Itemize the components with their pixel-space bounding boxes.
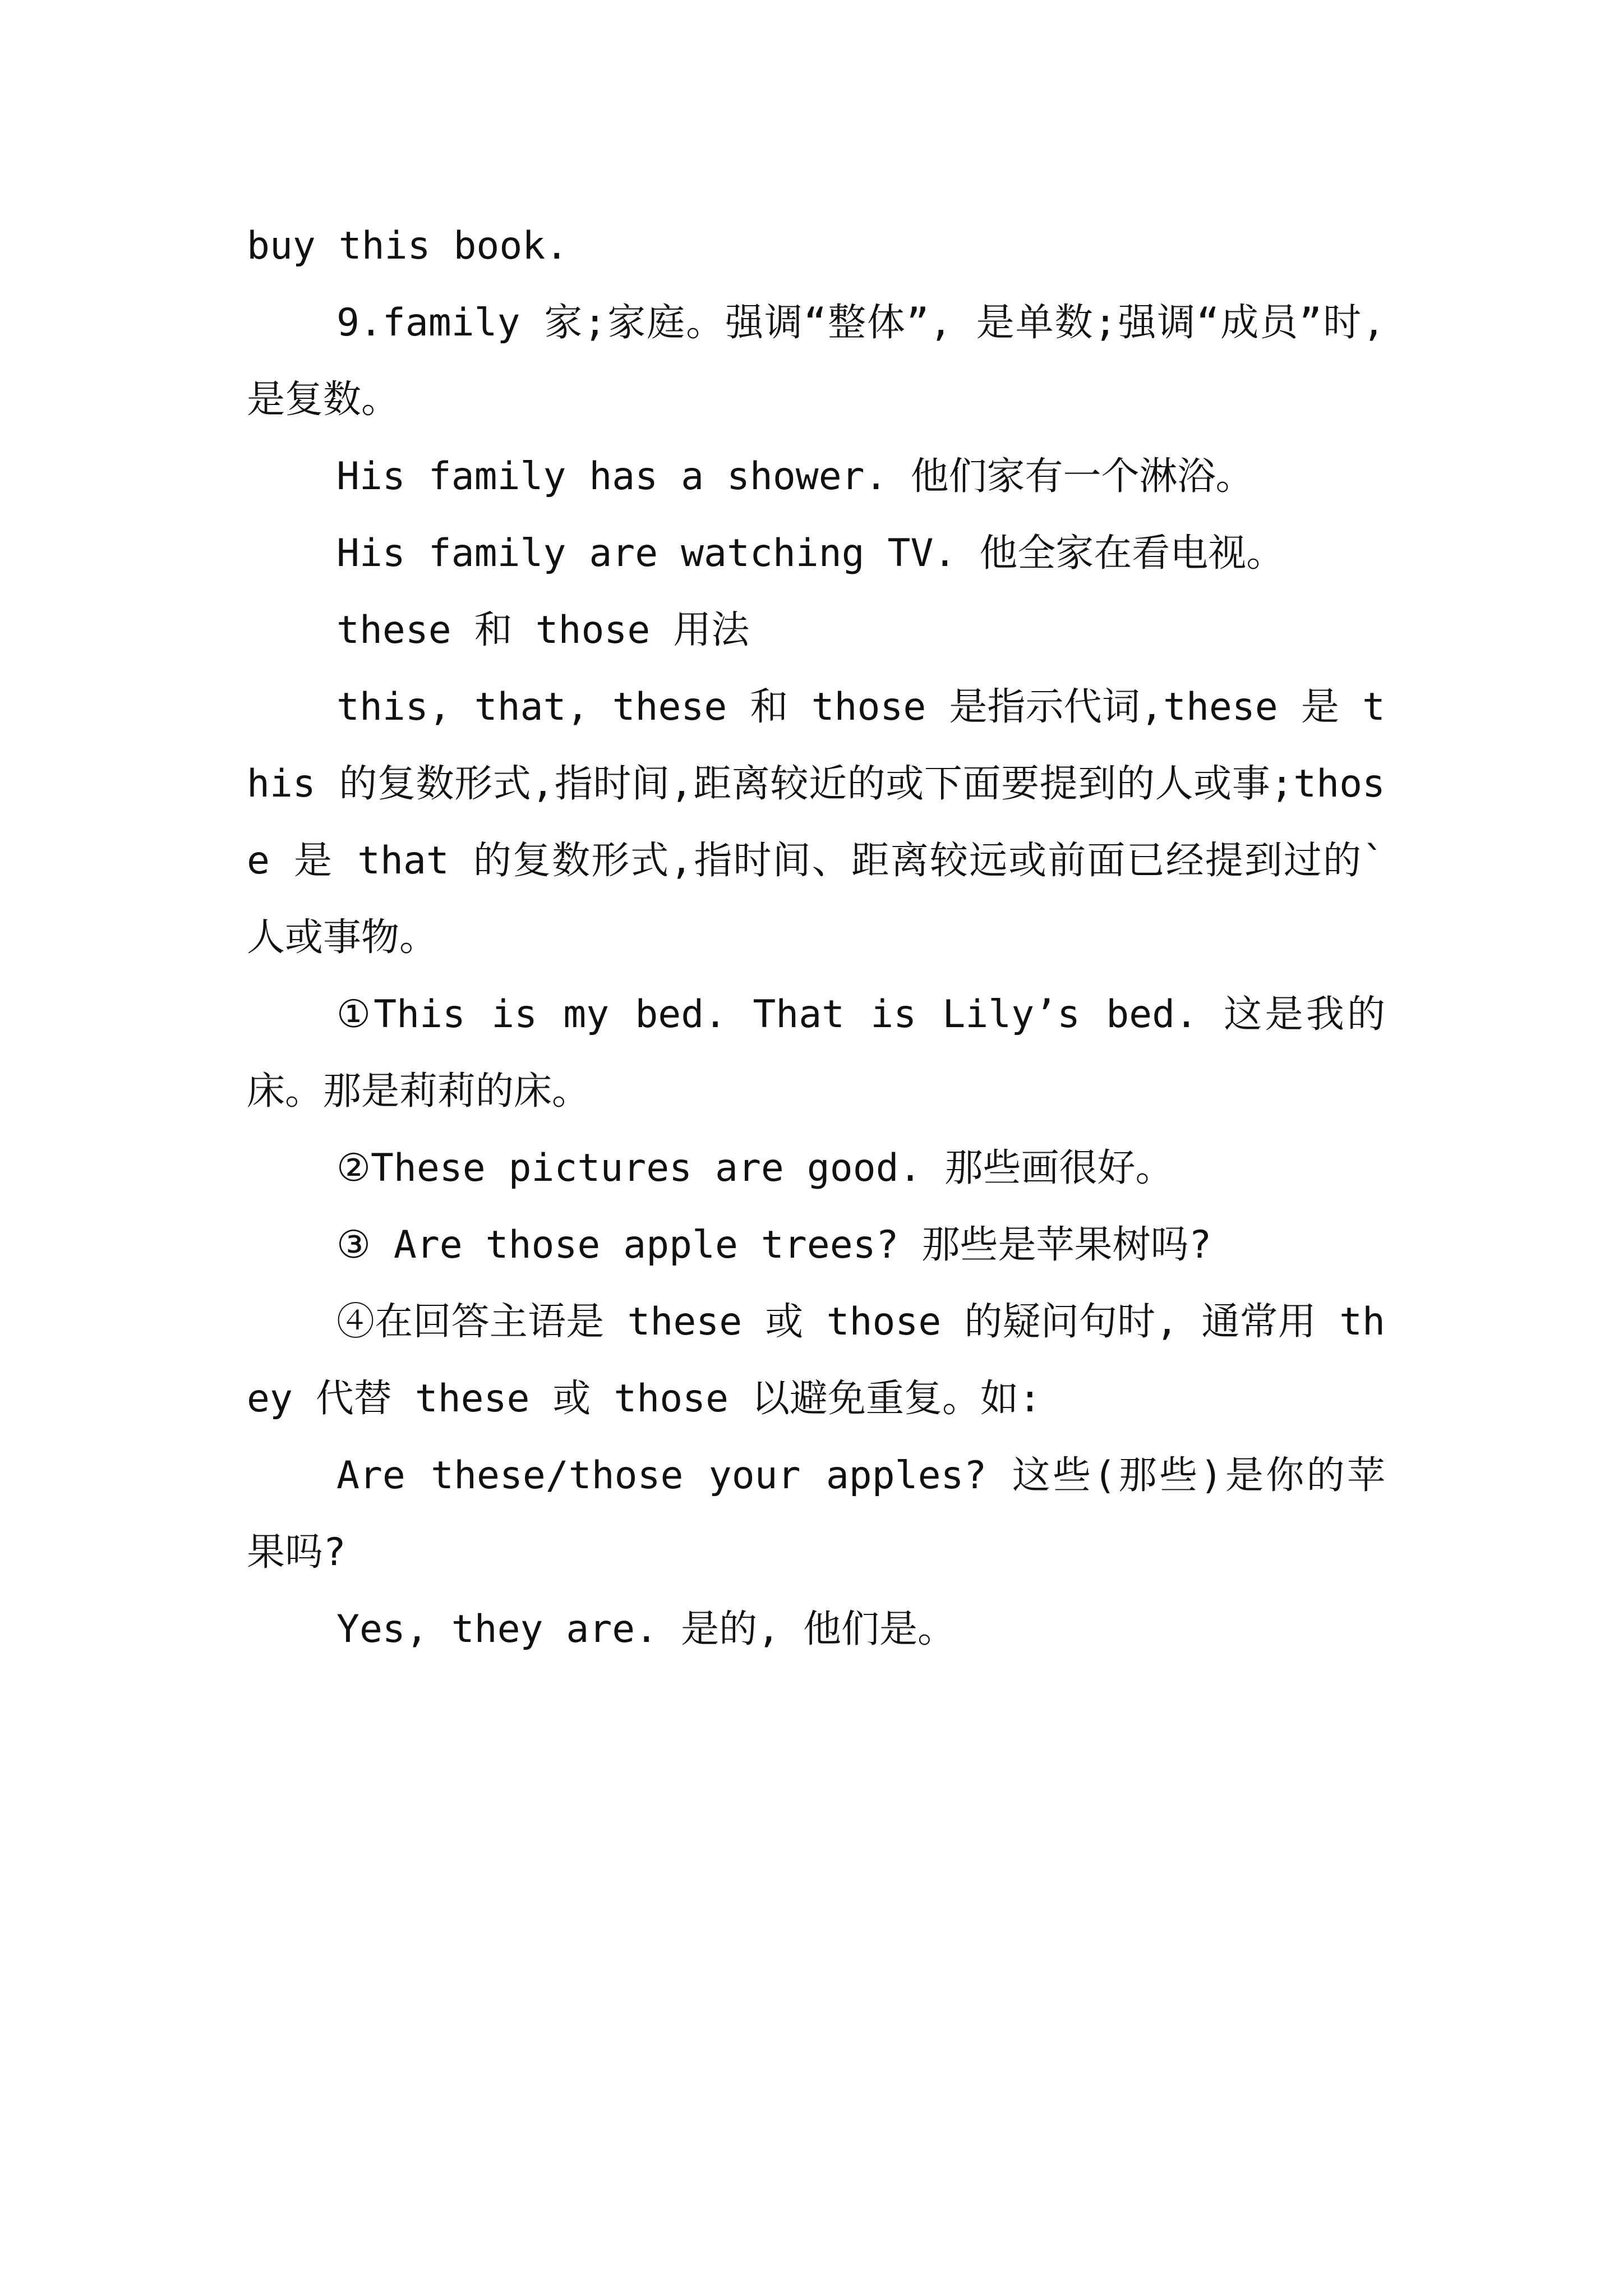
example-sentence: His family has a shower. 他们家有一个淋浴。 xyxy=(336,454,1254,499)
document-body xyxy=(247,208,1385,1668)
numbered-example: ③ Are those apple trees? 那些是苹果树吗? xyxy=(336,1223,1212,1267)
numbered-example: ①This is my bed. That is Lily’s bed. 这是我的床。那是莉莉的床。 xyxy=(247,992,1385,1114)
example-sentence: His family are watching TV. 他全家在看电视。 xyxy=(336,531,1285,576)
example-question: Are these/those your apples? 这些(那些)是你的苹果吗? xyxy=(247,1453,1385,1575)
paragraph-continuation: buy this book. xyxy=(247,224,569,268)
numbered-example: ②These pictures are good. 那些画很好。 xyxy=(336,1146,1174,1190)
example-answer: Yes, they are. 是的, 他们是。 xyxy=(336,1607,956,1651)
paragraph-family-definition: 9.family 家;家庭。强调“整体”, 是单数;强调“成员”时, 是复数。 xyxy=(247,301,1385,422)
paragraph-demonstratives-explanation: this, that, these 和 those 是指示代词,these 是 this 的复数形式,指时间,距离较近的或下面要提到的人或事;those 是 that 的复数形式,指时间、距离较远或前面已经提到过的`人或事物。 xyxy=(247,685,1385,960)
numbered-example: ④在回答主语是 these 或 those 的疑问句时, 通常用 they 代替 these 或 those 以避免重复。如: xyxy=(247,1300,1385,1421)
section-heading: these 和 those 用法 xyxy=(336,608,750,652)
